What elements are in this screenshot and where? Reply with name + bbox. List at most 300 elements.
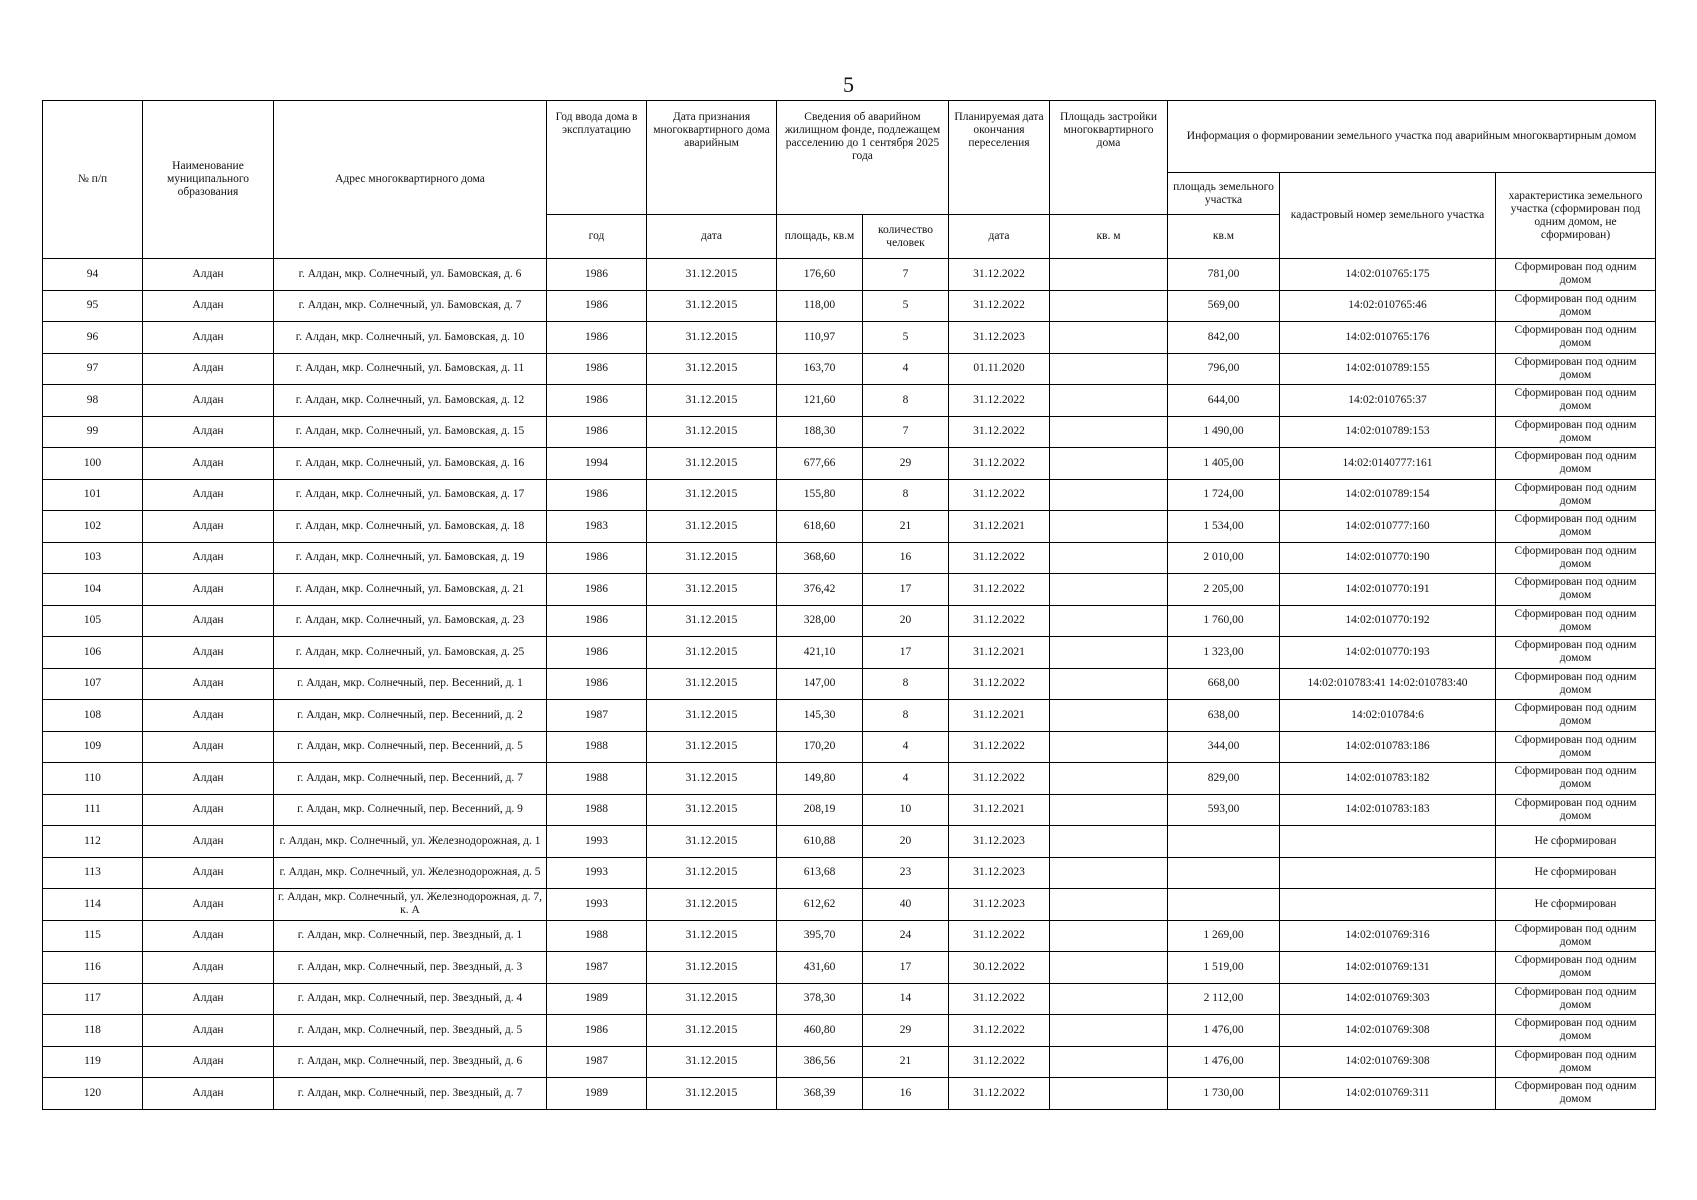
cell-cadastral: 14:02:010765:175 (1280, 259, 1496, 291)
cell-area: 121,60 (777, 385, 863, 417)
cell-land-area: 593,00 (1168, 794, 1280, 826)
cell-area: 613,68 (777, 857, 863, 889)
cell-land-status: Сформирован под одним домом (1496, 259, 1656, 291)
cell-municipality: Алдан (143, 952, 274, 984)
cell-recognition-date: 31.12.2015 (647, 605, 777, 637)
cell-num: 117 (43, 983, 143, 1015)
cell-cadastral: 14:02:010783:41 14:02:010783:40 (1280, 668, 1496, 700)
cell-cadastral: 14:02:0140777:161 (1280, 448, 1496, 480)
cell-address: г. Алдан, мкр. Солнечный, ул. Железнодорожная, д. 5 (274, 857, 547, 889)
cell-municipality: Алдан (143, 259, 274, 291)
cell-area: 376,42 (777, 574, 863, 606)
cell-built-area (1050, 952, 1168, 984)
cell-year: 1993 (547, 889, 647, 921)
cell-municipality: Алдан (143, 700, 274, 732)
cell-planned-date: 31.12.2022 (949, 479, 1050, 511)
cell-built-area (1050, 920, 1168, 952)
cell-year: 1988 (547, 763, 647, 795)
table-row (43, 731, 1656, 763)
cell-land-status: Не сформирован (1496, 826, 1656, 858)
cell-people: 8 (863, 479, 949, 511)
cell-year: 1986 (547, 259, 647, 291)
cell-land-area: 1 476,00 (1168, 1046, 1280, 1078)
cell-municipality: Алдан (143, 763, 274, 795)
cell-land-area: 2 010,00 (1168, 542, 1280, 574)
cell-people: 14 (863, 983, 949, 1015)
cell-municipality: Алдан (143, 1078, 274, 1110)
cell-cadastral: 14:02:010789:155 (1280, 353, 1496, 385)
header-cadastral: кадастровый номер земельного участка (1280, 173, 1496, 259)
cell-address: г. Алдан, мкр. Солнечный, ул. Бамовская, д. 6 (274, 259, 547, 291)
cell-land-area: 1 476,00 (1168, 1015, 1280, 1047)
cell-year: 1986 (547, 353, 647, 385)
table-row (43, 700, 1656, 732)
cell-area: 149,80 (777, 763, 863, 795)
cell-planned-date: 31.12.2022 (949, 1078, 1050, 1110)
cell-cadastral: 14:02:010783:183 (1280, 794, 1496, 826)
cell-built-area (1050, 605, 1168, 637)
cell-land-status: Сформирован под одним домом (1496, 448, 1656, 480)
cell-planned-date: 31.12.2022 (949, 763, 1050, 795)
cell-land-status: Сформирован под одним домом (1496, 1046, 1656, 1078)
cell-people: 23 (863, 857, 949, 889)
cell-people: 10 (863, 794, 949, 826)
cell-land-status: Сформирован под одним домом (1496, 479, 1656, 511)
cell-recognition-date: 31.12.2015 (647, 1015, 777, 1047)
cell-built-area (1050, 1015, 1168, 1047)
cell-year: 1983 (547, 511, 647, 543)
cell-built-area (1050, 259, 1168, 291)
cell-area: 147,00 (777, 668, 863, 700)
table-header (43, 101, 1656, 259)
cell-recognition-date: 31.12.2015 (647, 826, 777, 858)
cell-people: 8 (863, 385, 949, 417)
cell-year: 1986 (547, 542, 647, 574)
cell-area: 155,80 (777, 479, 863, 511)
cell-people: 20 (863, 826, 949, 858)
cell-people: 24 (863, 920, 949, 952)
header-unit-year: год (547, 215, 647, 259)
cell-recognition-date: 31.12.2015 (647, 952, 777, 984)
cell-land-status: Сформирован под одним домом (1496, 290, 1656, 322)
header-unit-kvm: кв. м (1050, 215, 1168, 259)
cell-people: 8 (863, 700, 949, 732)
cell-land-area: 2 112,00 (1168, 983, 1280, 1015)
cell-land-status: Сформирован под одним домом (1496, 511, 1656, 543)
cell-municipality: Алдан (143, 511, 274, 543)
cell-area: 431,60 (777, 952, 863, 984)
table-row (43, 605, 1656, 637)
cell-recognition-date: 31.12.2015 (647, 259, 777, 291)
cell-year: 1986 (547, 385, 647, 417)
cell-cadastral (1280, 826, 1496, 858)
cell-land-status: Сформирован под одним домом (1496, 668, 1656, 700)
cell-people: 29 (863, 448, 949, 480)
cell-land-area: 1 323,00 (1168, 637, 1280, 669)
cell-land-status: Сформирован под одним домом (1496, 731, 1656, 763)
cell-area: 618,60 (777, 511, 863, 543)
table-body (43, 259, 1656, 1110)
cell-recognition-date: 31.12.2015 (647, 479, 777, 511)
cell-area: 460,80 (777, 1015, 863, 1047)
cell-people: 16 (863, 542, 949, 574)
table-row (43, 889, 1656, 921)
cell-built-area (1050, 479, 1168, 511)
cell-address: г. Алдан, мкр. Солнечный, пер. Весенний, д. 7 (274, 763, 547, 795)
cell-num: 102 (43, 511, 143, 543)
header-planned-date: Планируемая дата окончания переселения (949, 101, 1050, 215)
table-row (43, 259, 1656, 291)
cell-cadastral: 14:02:010783:182 (1280, 763, 1496, 795)
cell-land-area: 644,00 (1168, 385, 1280, 417)
cell-recognition-date: 31.12.2015 (647, 731, 777, 763)
cell-planned-date: 31.12.2022 (949, 983, 1050, 1015)
cell-num: 97 (43, 353, 143, 385)
cell-built-area (1050, 574, 1168, 606)
cell-recognition-date: 31.12.2015 (647, 1078, 777, 1110)
header-unit-people: количество человек (863, 215, 949, 259)
cell-year: 1987 (547, 1046, 647, 1078)
cell-year: 1986 (547, 479, 647, 511)
cell-year: 1988 (547, 731, 647, 763)
table-row (43, 637, 1656, 669)
cell-built-area (1050, 542, 1168, 574)
cell-built-area (1050, 637, 1168, 669)
cell-cadastral (1280, 857, 1496, 889)
cell-cadastral: 14:02:010769:308 (1280, 1015, 1496, 1047)
cell-municipality: Алдан (143, 385, 274, 417)
cell-address: г. Алдан, мкр. Солнечный, пер. Весенний, д. 5 (274, 731, 547, 763)
cell-recognition-date: 31.12.2015 (647, 983, 777, 1015)
cell-municipality: Алдан (143, 857, 274, 889)
cell-municipality: Алдан (143, 1046, 274, 1078)
cell-area: 610,88 (777, 826, 863, 858)
cell-planned-date: 31.12.2022 (949, 542, 1050, 574)
cell-address: г. Алдан, мкр. Солнечный, пер. Звездный, д. 1 (274, 920, 547, 952)
cell-address: г. Алдан, мкр. Солнечный, ул. Бамовская, д. 25 (274, 637, 547, 669)
cell-land-area: 344,00 (1168, 731, 1280, 763)
table-row (43, 794, 1656, 826)
cell-land-area: 2 205,00 (1168, 574, 1280, 606)
header-land-info: Информация о формировании земельного участка под аварийным многоквартирным домом (1168, 101, 1656, 173)
cell-land-area: 668,00 (1168, 668, 1280, 700)
cell-people: 21 (863, 1046, 949, 1078)
cell-land-status: Сформирован под одним домом (1496, 952, 1656, 984)
cell-land-status: Сформирован под одним домом (1496, 794, 1656, 826)
cell-land-area: 796,00 (1168, 353, 1280, 385)
cell-area: 188,30 (777, 416, 863, 448)
cell-municipality: Алдан (143, 920, 274, 952)
cell-area: 118,00 (777, 290, 863, 322)
cell-num: 98 (43, 385, 143, 417)
cell-recognition-date: 31.12.2015 (647, 920, 777, 952)
cell-year: 1987 (547, 700, 647, 732)
cell-planned-date: 31.12.2023 (949, 826, 1050, 858)
header-num: № п/п (43, 101, 143, 259)
cell-people: 4 (863, 353, 949, 385)
cell-year: 1988 (547, 794, 647, 826)
table-row (43, 920, 1656, 952)
cell-planned-date: 31.12.2022 (949, 448, 1050, 480)
cell-num: 95 (43, 290, 143, 322)
cell-num: 101 (43, 479, 143, 511)
cell-address: г. Алдан, мкр. Солнечный, ул. Бамовская, д. 17 (274, 479, 547, 511)
cell-address: г. Алдан, мкр. Солнечный, ул. Бамовская, д. 7 (274, 290, 547, 322)
cell-people: 17 (863, 952, 949, 984)
cell-planned-date: 01.11.2020 (949, 353, 1050, 385)
cell-land-status: Не сформирован (1496, 857, 1656, 889)
cell-address: г. Алдан, мкр. Солнечный, ул. Бамовская, д. 15 (274, 416, 547, 448)
cell-year: 1986 (547, 416, 647, 448)
cell-built-area (1050, 857, 1168, 889)
cell-land-area (1168, 857, 1280, 889)
cell-address: г. Алдан, мкр. Солнечный, ул. Бамовская, д. 19 (274, 542, 547, 574)
table-row (43, 290, 1656, 322)
cell-num: 113 (43, 857, 143, 889)
table-row (43, 385, 1656, 417)
cell-planned-date: 31.12.2022 (949, 290, 1050, 322)
cell-recognition-date: 31.12.2015 (647, 353, 777, 385)
cell-num: 105 (43, 605, 143, 637)
cell-address: г. Алдан, мкр. Солнечный, пер. Звездный, д. 3 (274, 952, 547, 984)
cell-land-area: 569,00 (1168, 290, 1280, 322)
cell-built-area (1050, 794, 1168, 826)
cell-address: г. Алдан, мкр. Солнечный, ул. Бамовская, д. 18 (274, 511, 547, 543)
cell-area: 378,30 (777, 983, 863, 1015)
cell-land-status: Сформирован под одним домом (1496, 542, 1656, 574)
cell-land-area: 1 519,00 (1168, 952, 1280, 984)
cell-year: 1993 (547, 826, 647, 858)
cell-municipality: Алдан (143, 731, 274, 763)
cell-people: 5 (863, 322, 949, 354)
cell-recognition-date: 31.12.2015 (647, 763, 777, 795)
cell-cadastral: 14:02:010770:192 (1280, 605, 1496, 637)
cell-built-area (1050, 385, 1168, 417)
cell-land-area: 1 760,00 (1168, 605, 1280, 637)
cell-recognition-date: 31.12.2015 (647, 448, 777, 480)
cell-planned-date: 31.12.2021 (949, 794, 1050, 826)
cell-built-area (1050, 983, 1168, 1015)
cell-address: г. Алдан, мкр. Солнечный, пер. Звездный, д. 5 (274, 1015, 547, 1047)
cell-built-area (1050, 731, 1168, 763)
cell-people: 7 (863, 416, 949, 448)
cell-people: 16 (863, 1078, 949, 1110)
table-row (43, 322, 1656, 354)
cell-num: 94 (43, 259, 143, 291)
cell-year: 1988 (547, 920, 647, 952)
cell-year: 1993 (547, 857, 647, 889)
cell-recognition-date: 31.12.2015 (647, 668, 777, 700)
cell-people: 4 (863, 763, 949, 795)
cell-land-area: 1 269,00 (1168, 920, 1280, 952)
cell-cadastral: 14:02:010769:308 (1280, 1046, 1496, 1078)
cell-address: г. Алдан, мкр. Солнечный, пер. Звездный, д. 7 (274, 1078, 547, 1110)
cell-num: 116 (43, 952, 143, 984)
cell-land-status: Сформирован под одним домом (1496, 605, 1656, 637)
header-built-area: Площадь застройки многоквартирного дома (1050, 101, 1168, 215)
cell-land-area: 1 405,00 (1168, 448, 1280, 480)
cell-address: г. Алдан, мкр. Солнечный, пер. Весенний, д. 2 (274, 700, 547, 732)
table-row (43, 952, 1656, 984)
cell-land-status: Сформирован под одним домом (1496, 700, 1656, 732)
cell-recognition-date: 31.12.2015 (647, 385, 777, 417)
cell-built-area (1050, 889, 1168, 921)
header-fund-info: Сведения об аварийном жилищном фонде, подлежащем расселению до 1 сентября 2025 года (777, 101, 949, 215)
cell-year: 1986 (547, 637, 647, 669)
cell-land-area: 1 730,00 (1168, 1078, 1280, 1110)
table-row (43, 1078, 1656, 1110)
cell-land-area (1168, 826, 1280, 858)
cell-area: 612,62 (777, 889, 863, 921)
cell-land-status: Сформирован под одним домом (1496, 416, 1656, 448)
cell-people: 40 (863, 889, 949, 921)
cell-address: г. Алдан, мкр. Солнечный, ул. Железнодорожная, д. 7, к. А (274, 889, 547, 921)
cell-planned-date: 31.12.2023 (949, 322, 1050, 354)
cell-area: 163,70 (777, 353, 863, 385)
cell-municipality: Алдан (143, 290, 274, 322)
table-row (43, 448, 1656, 480)
cell-num: 106 (43, 637, 143, 669)
cell-planned-date: 31.12.2021 (949, 700, 1050, 732)
cell-recognition-date: 31.12.2015 (647, 416, 777, 448)
cell-address: г. Алдан, мкр. Солнечный, ул. Бамовская, д. 21 (274, 574, 547, 606)
header-address: Адрес многоквартирного дома (274, 101, 547, 259)
cell-municipality: Алдан (143, 794, 274, 826)
cell-address: г. Алдан, мкр. Солнечный, ул. Бамовская, д. 12 (274, 385, 547, 417)
table-row (43, 1015, 1656, 1047)
cell-land-area: 1 534,00 (1168, 511, 1280, 543)
cell-cadastral: 14:02:010770:190 (1280, 542, 1496, 574)
cell-municipality: Алдан (143, 826, 274, 858)
cell-municipality: Алдан (143, 637, 274, 669)
cell-built-area (1050, 1046, 1168, 1078)
cell-recognition-date: 31.12.2015 (647, 290, 777, 322)
cell-num: 115 (43, 920, 143, 952)
cell-land-area: 829,00 (1168, 763, 1280, 795)
cell-year: 1986 (547, 574, 647, 606)
table-row (43, 479, 1656, 511)
cell-built-area (1050, 826, 1168, 858)
header-land-status: характеристика земельного участка (сформирован под одним домом, не сформирован) (1496, 173, 1656, 259)
header-recognition-date: Дата признания многоквартирного дома аварийным (647, 101, 777, 215)
cell-num: 100 (43, 448, 143, 480)
cell-land-status: Сформирован под одним домом (1496, 385, 1656, 417)
cell-land-status: Сформирован под одним домом (1496, 1078, 1656, 1110)
cell-planned-date: 31.12.2023 (949, 857, 1050, 889)
header-municipality: Наименование муниципального образования (143, 101, 274, 259)
cell-built-area (1050, 668, 1168, 700)
cell-area: 368,39 (777, 1078, 863, 1110)
cell-municipality: Алдан (143, 416, 274, 448)
table-row (43, 763, 1656, 795)
cell-land-status: Сформирован под одним домом (1496, 322, 1656, 354)
cell-year: 1986 (547, 1015, 647, 1047)
table-row (43, 826, 1656, 858)
cell-built-area (1050, 290, 1168, 322)
cell-built-area (1050, 322, 1168, 354)
cell-recognition-date: 31.12.2015 (647, 637, 777, 669)
cell-area: 395,70 (777, 920, 863, 952)
cell-land-status: Сформирован под одним домом (1496, 983, 1656, 1015)
cell-built-area (1050, 353, 1168, 385)
table-row (43, 668, 1656, 700)
cell-cadastral: 14:02:010784:6 (1280, 700, 1496, 732)
emergency-housing-table (42, 100, 1656, 1110)
cell-built-area (1050, 700, 1168, 732)
cell-planned-date: 31.12.2022 (949, 920, 1050, 952)
cell-cadastral (1280, 889, 1496, 921)
cell-people: 7 (863, 259, 949, 291)
cell-planned-date: 31.12.2023 (949, 889, 1050, 921)
cell-cadastral: 14:02:010769:131 (1280, 952, 1496, 984)
cell-municipality: Алдан (143, 889, 274, 921)
cell-address: г. Алдан, мкр. Солнечный, пер. Весенний, д. 1 (274, 668, 547, 700)
cell-people: 20 (863, 605, 949, 637)
cell-planned-date: 31.12.2022 (949, 1046, 1050, 1078)
cell-land-area: 842,00 (1168, 322, 1280, 354)
cell-municipality: Алдан (143, 574, 274, 606)
cell-area: 145,30 (777, 700, 863, 732)
cell-address: г. Алдан, мкр. Солнечный, ул. Бамовская, д. 10 (274, 322, 547, 354)
cell-recognition-date: 31.12.2015 (647, 1046, 777, 1078)
cell-year: 1986 (547, 668, 647, 700)
cell-year: 1989 (547, 983, 647, 1015)
cell-cadastral: 14:02:010769:316 (1280, 920, 1496, 952)
cell-built-area (1050, 416, 1168, 448)
header-unit-kvm2: кв.м (1168, 215, 1280, 259)
cell-built-area (1050, 1078, 1168, 1110)
table-row (43, 1046, 1656, 1078)
cell-cadastral: 14:02:010789:154 (1280, 479, 1496, 511)
cell-recognition-date: 31.12.2015 (647, 700, 777, 732)
cell-land-status: Не сформирован (1496, 889, 1656, 921)
cell-num: 103 (43, 542, 143, 574)
table-row (43, 353, 1656, 385)
cell-recognition-date: 31.12.2015 (647, 794, 777, 826)
cell-year: 1986 (547, 605, 647, 637)
cell-planned-date: 31.12.2022 (949, 574, 1050, 606)
cell-num: 110 (43, 763, 143, 795)
table-row (43, 511, 1656, 543)
cell-area: 328,00 (777, 605, 863, 637)
table-row (43, 857, 1656, 889)
cell-municipality: Алдан (143, 1015, 274, 1047)
cell-municipality: Алдан (143, 605, 274, 637)
cell-built-area (1050, 511, 1168, 543)
cell-land-area: 1 724,00 (1168, 479, 1280, 511)
cell-area: 176,60 (777, 259, 863, 291)
cell-area: 110,97 (777, 322, 863, 354)
cell-address: г. Алдан, мкр. Солнечный, пер. Звездный, д. 4 (274, 983, 547, 1015)
cell-address: г. Алдан, мкр. Солнечный, ул. Бамовская, д. 23 (274, 605, 547, 637)
cell-people: 8 (863, 668, 949, 700)
cell-num: 107 (43, 668, 143, 700)
cell-area: 170,20 (777, 731, 863, 763)
cell-planned-date: 31.12.2022 (949, 1015, 1050, 1047)
cell-cadastral: 14:02:010789:153 (1280, 416, 1496, 448)
cell-land-status: Сформирован под одним домом (1496, 920, 1656, 952)
cell-municipality: Алдан (143, 983, 274, 1015)
header-land-area: площадь земельного участка (1168, 173, 1280, 215)
cell-recognition-date: 31.12.2015 (647, 542, 777, 574)
cell-address: г. Алдан, мкр. Солнечный, пер. Весенний, д. 9 (274, 794, 547, 826)
cell-cadastral: 14:02:010765:37 (1280, 385, 1496, 417)
table-row (43, 574, 1656, 606)
cell-num: 104 (43, 574, 143, 606)
cell-planned-date: 31.12.2022 (949, 385, 1050, 417)
cell-people: 4 (863, 731, 949, 763)
cell-built-area (1050, 763, 1168, 795)
